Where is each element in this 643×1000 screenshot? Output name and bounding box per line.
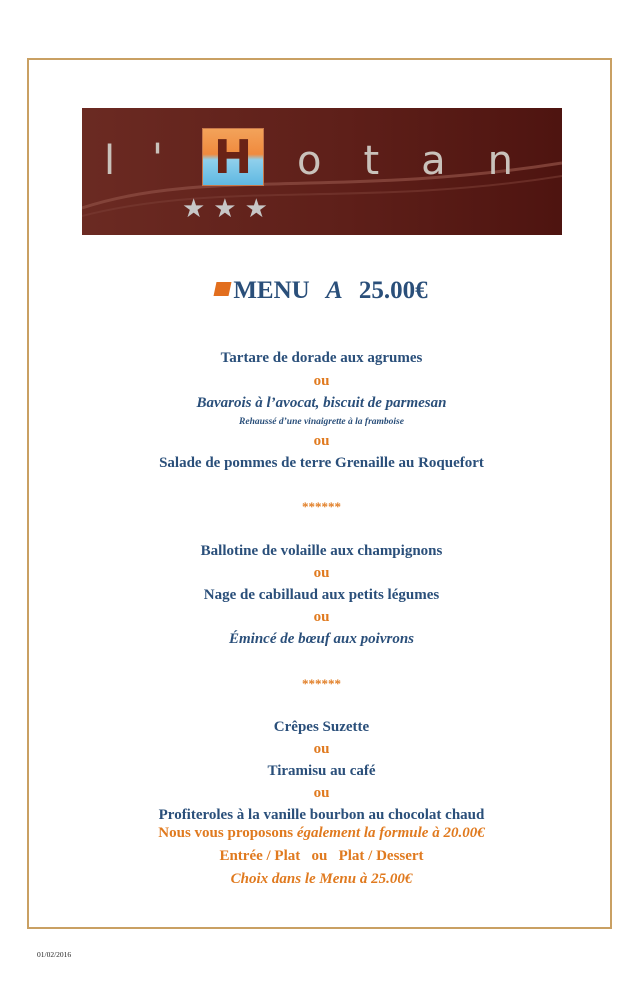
formula-line-3: Choix dans le Menu à 25.00€ <box>230 871 413 887</box>
main-2: Nage de cabillaud aux petits légumes <box>203 587 440 603</box>
menu-title-a: A <box>325 277 343 304</box>
main-1: Ballotine de volaille aux champignons <box>200 543 443 559</box>
starter-1: Tartare de dorade aux agrumes <box>220 350 423 366</box>
hotel-logo <box>82 108 562 235</box>
formula-line-2: Entrée / Plat ou Plat / Dessert <box>219 848 424 864</box>
main-3: Émincé de bœuf aux poivrons <box>228 631 414 647</box>
orange-square-icon <box>214 282 232 296</box>
dessert-2: Tiramisu au café <box>267 763 376 779</box>
formula-line-1-italic: également la formule à 20.00€ <box>296 825 485 841</box>
formula-line-1 <box>0 825 643 842</box>
logo-letter-l: l <box>104 138 116 184</box>
logo-letters-otan: otan <box>297 138 556 184</box>
or-label: ou <box>313 741 330 757</box>
footer-date: 01/02/2016 <box>37 950 72 959</box>
menu-title-prefix: MENU <box>233 277 310 304</box>
starter-2: Bavarois à l’avocat, biscuit de parmesan <box>196 395 447 411</box>
or-label: ou <box>313 565 330 581</box>
logo-stars: ★★★ <box>182 194 276 224</box>
starter-3: Salade de pommes de terre Grenaille au Roquefort <box>159 455 484 471</box>
starter-2-note: Rehaussé d’une vinaigrette à la framboise <box>239 417 404 427</box>
dessert-1: Crêpes Suzette <box>273 719 370 735</box>
or-label: ou <box>313 609 330 625</box>
menu-title <box>0 277 643 305</box>
logo-apostrophe: ' <box>152 136 163 182</box>
or-label: ou <box>313 785 330 801</box>
logo-wordmark <box>82 130 562 198</box>
logo-h-box <box>202 128 264 186</box>
dessert-3: Profiteroles à la vanille bourbon au chocolat chaud <box>158 807 485 823</box>
or-label: ou <box>313 433 330 449</box>
formula-line-1-start: Nous vous proposons <box>158 825 297 841</box>
course-separator: ****** <box>302 499 341 514</box>
or-label: ou <box>313 373 330 389</box>
menu-title-price: 25.00€ <box>358 277 428 304</box>
course-separator: ****** <box>302 676 341 691</box>
logo-letter-h: H <box>213 130 253 184</box>
